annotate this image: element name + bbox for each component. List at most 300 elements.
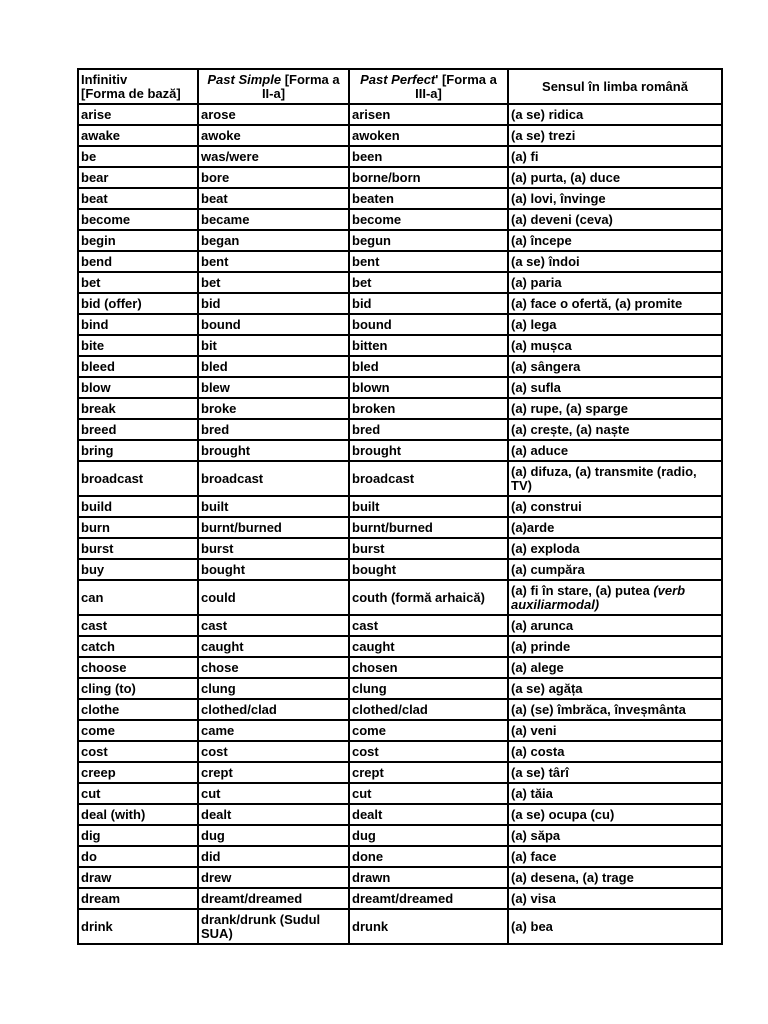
cell-past-simple [198, 559, 349, 580]
cell-past-perfect [349, 825, 508, 846]
cell-past-simple [198, 762, 349, 783]
cell-infinitive [78, 517, 198, 538]
cell-romanian-meaning [508, 209, 722, 230]
cell-past-perfect-text: dug [352, 827, 376, 843]
cell-past-simple-text: could [201, 589, 236, 605]
cell-past-simple [198, 804, 349, 825]
table-row [78, 356, 722, 377]
cell-infinitive-text: become [81, 211, 131, 227]
table-row [78, 293, 722, 314]
cell-past-simple [198, 104, 349, 125]
cell-past-perfect [349, 419, 508, 440]
cell-romanian-meaning [508, 699, 722, 720]
cell-past-simple-text: bet [201, 274, 221, 290]
cell-past-simple [198, 230, 349, 251]
cell-infinitive [78, 538, 198, 559]
cell-past-simple-text: beat [201, 190, 228, 206]
table-header [78, 69, 722, 104]
cell-past-simple-text: chose [201, 659, 239, 675]
cell-romanian-meaning [508, 461, 722, 496]
cell-past-simple-text: crept [201, 764, 233, 780]
cell-infinitive [78, 251, 198, 272]
table-row [78, 461, 722, 496]
table-row [78, 867, 722, 888]
cell-infinitive-text: bet [81, 274, 101, 290]
cell-infinitive [78, 825, 198, 846]
cell-infinitive-text: can [81, 589, 104, 605]
table-row [78, 398, 722, 419]
cell-past-simple-text: bid [201, 295, 221, 311]
header-past-simple-rest: [Forma a II-a] [261, 71, 340, 101]
cell-infinitive [78, 636, 198, 657]
cell-past-simple [198, 678, 349, 699]
cell-infinitive-text: dream [81, 890, 121, 906]
cell-past-perfect [349, 125, 508, 146]
cell-past-perfect-text: come [352, 722, 386, 738]
cell-infinitive [78, 398, 198, 419]
cell-romanian-meaning [508, 888, 722, 909]
cell-past-simple-text: broke [201, 400, 237, 416]
cell-past-perfect [349, 356, 508, 377]
table-row [78, 699, 722, 720]
cell-romanian-meaning-text: (a) sângera [511, 358, 581, 374]
cell-past-simple [198, 335, 349, 356]
cell-past-perfect-text: chosen [352, 659, 398, 675]
cell-past-simple-text: built [201, 498, 229, 514]
cell-past-perfect [349, 804, 508, 825]
cell-infinitive-text: draw [81, 869, 112, 885]
cell-past-perfect-text: bled [352, 358, 379, 374]
cell-past-perfect-text: bred [352, 421, 381, 437]
cell-past-perfect [349, 678, 508, 699]
cell-past-perfect-text: burst [352, 540, 385, 556]
table-row [78, 580, 722, 615]
cell-infinitive [78, 741, 198, 762]
cell-past-perfect-text: burnt/burned [352, 519, 433, 535]
cell-romanian-meaning-text: (a) arunca [511, 617, 574, 633]
cell-past-perfect [349, 741, 508, 762]
cell-infinitive [78, 440, 198, 461]
cell-past-perfect [349, 335, 508, 356]
cell-past-perfect [349, 272, 508, 293]
cell-infinitive [78, 699, 198, 720]
cell-romanian-meaning-text: (a) difuza, (a) transmite (radio, TV) [511, 463, 697, 493]
cell-infinitive-text: beat [81, 190, 108, 206]
table-row [78, 496, 722, 517]
cell-infinitive [78, 335, 198, 356]
cell-infinitive-text: be [81, 148, 97, 164]
cell-infinitive [78, 846, 198, 867]
cell-infinitive [78, 209, 198, 230]
cell-infinitive [78, 615, 198, 636]
cell-past-perfect [349, 538, 508, 559]
cell-infinitive [78, 496, 198, 517]
header-romanian-meaning: Sensul în limba română [508, 69, 722, 104]
cell-past-perfect-text: caught [352, 638, 395, 654]
cell-past-simple [198, 293, 349, 314]
table-row [78, 125, 722, 146]
cell-romanian-meaning-text: (a se) târî [511, 764, 569, 780]
cell-past-perfect [349, 251, 508, 272]
cell-romanian-meaning-text: (a) bea [511, 918, 553, 934]
cell-past-simple [198, 867, 349, 888]
cell-past-perfect-text: bitten [352, 337, 388, 353]
table-row [78, 419, 722, 440]
cell-romanian-meaning-text: (a) aduce [511, 442, 569, 458]
header-past-perfect-rest: ' [Forma a III-a] [415, 71, 497, 101]
cell-past-simple [198, 188, 349, 209]
cell-romanian-meaning-text: (a) săpa [511, 827, 561, 843]
cell-infinitive-text: begin [81, 232, 116, 248]
cell-past-perfect-text: drawn [352, 869, 391, 885]
cell-romanian-meaning [508, 636, 722, 657]
cell-infinitive [78, 293, 198, 314]
cell-past-simple-text: bent [201, 253, 229, 269]
cell-past-perfect-text: cast [352, 617, 379, 633]
cell-romanian-meaning-text: (a se) îndoi [511, 253, 580, 269]
cell-romanian-meaning-text: (a) crește, (a) naște [511, 421, 630, 437]
header-past-simple [198, 69, 349, 104]
cell-past-perfect [349, 440, 508, 461]
cell-infinitive-text: catch [81, 638, 115, 654]
cell-romanian-meaning [508, 846, 722, 867]
cell-romanian-meaning-text: (a) fi [511, 148, 539, 164]
cell-past-perfect [349, 146, 508, 167]
cell-infinitive-text: dig [81, 827, 101, 843]
cell-romanian-meaning [508, 909, 722, 944]
cell-romanian-meaning [508, 678, 722, 699]
cell-past-perfect [349, 559, 508, 580]
cell-romanian-meaning-text: (a) rupe, (a) sparge [511, 400, 629, 416]
cell-romanian-meaning [508, 657, 722, 678]
cell-romanian-meaning-text: (a se) ridica [511, 106, 584, 122]
cell-past-simple-text: cast [201, 617, 228, 633]
cell-romanian-meaning [508, 293, 722, 314]
table-row [78, 104, 722, 125]
cell-past-simple-text: brought [201, 442, 251, 458]
cell-past-simple-text: cut [201, 785, 221, 801]
cell-infinitive-text: drink [81, 918, 113, 934]
table-row [78, 377, 722, 398]
header-row [78, 69, 722, 104]
cell-infinitive [78, 125, 198, 146]
table-row [78, 167, 722, 188]
cell-past-simple-text: dealt [201, 806, 232, 822]
cell-infinitive-text: bid (offer) [81, 295, 142, 311]
cell-infinitive-text: buy [81, 561, 105, 577]
cell-past-simple [198, 741, 349, 762]
cell-infinitive-text: creep [81, 764, 116, 780]
cell-past-perfect [349, 496, 508, 517]
cell-past-perfect [349, 209, 508, 230]
cell-past-simple [198, 699, 349, 720]
cell-past-perfect-text: done [352, 848, 384, 864]
cell-past-perfect-text: brought [352, 442, 402, 458]
cell-past-simple [198, 356, 349, 377]
cell-past-perfect-text: crept [352, 764, 384, 780]
table-row [78, 636, 722, 657]
cell-past-simple-text: bought [201, 561, 246, 577]
cell-past-perfect-text: beaten [352, 190, 394, 206]
cell-past-perfect [349, 517, 508, 538]
cell-past-perfect [349, 720, 508, 741]
cell-past-perfect [349, 888, 508, 909]
table-row [78, 762, 722, 783]
cell-infinitive-text: bring [81, 442, 114, 458]
cell-past-perfect-text: dreamt/dreamed [352, 890, 454, 906]
cell-past-simple [198, 440, 349, 461]
table-row [78, 209, 722, 230]
cell-past-perfect-text: bent [352, 253, 380, 269]
cell-romanian-meaning [508, 720, 722, 741]
cell-past-simple-text: burst [201, 540, 234, 556]
cell-past-perfect [349, 699, 508, 720]
cell-past-perfect [349, 230, 508, 251]
cell-infinitive [78, 909, 198, 944]
cell-past-simple-text: burnt/burned [201, 519, 282, 535]
cell-infinitive [78, 678, 198, 699]
cell-past-simple [198, 272, 349, 293]
cell-past-perfect-text: cost [352, 743, 379, 759]
table-row [78, 538, 722, 559]
cell-past-simple [198, 314, 349, 335]
cell-infinitive [78, 867, 198, 888]
cell-romanian-meaning [508, 559, 722, 580]
table-row [78, 188, 722, 209]
cell-infinitive [78, 377, 198, 398]
table-row [78, 251, 722, 272]
cell-infinitive-text: blow [81, 379, 111, 395]
cell-romanian-meaning-note: (verb auxiliarmodal) [511, 582, 686, 612]
cell-infinitive-text: awake [81, 127, 121, 143]
cell-past-simple-text: became [201, 211, 250, 227]
cell-romanian-meaning-text: (a) costa [511, 743, 565, 759]
cell-romanian-meaning-text: (a) alege [511, 659, 564, 675]
cell-infinitive-text: come [81, 722, 115, 738]
cell-past-perfect-text: borne/born [352, 169, 421, 185]
cell-infinitive-text: bleed [81, 358, 115, 374]
cell-romanian-meaning-text: (a) veni [511, 722, 557, 738]
cell-past-simple-text: bled [201, 358, 228, 374]
cell-past-perfect-text: awoken [352, 127, 400, 143]
table-row [78, 678, 722, 699]
cell-infinitive-text: deal (with) [81, 806, 146, 822]
header-past-perfect-italic: Past Perfect [360, 71, 436, 87]
cell-romanian-meaning [508, 251, 722, 272]
cell-romanian-meaning-text: (a) începe [511, 232, 572, 248]
cell-romanian-meaning [508, 146, 722, 167]
cell-romanian-meaning [508, 517, 722, 538]
cell-romanian-meaning-text: (a) visa [511, 890, 556, 906]
cell-infinitive [78, 559, 198, 580]
cell-past-simple-text: awoke [201, 127, 241, 143]
cell-past-simple [198, 783, 349, 804]
cell-past-simple [198, 251, 349, 272]
cell-romanian-meaning [508, 762, 722, 783]
cell-past-simple-text: bound [201, 316, 241, 332]
cell-past-simple-text: bore [201, 169, 230, 185]
cell-past-simple-text: drank/drunk (Sudul SUA) [201, 911, 321, 941]
cell-infinitive-text: bite [81, 337, 105, 353]
cell-past-perfect [349, 636, 508, 657]
cell-romanian-meaning [508, 230, 722, 251]
cell-infinitive [78, 461, 198, 496]
cell-romanian-meaning [508, 783, 722, 804]
cell-romanian-meaning [508, 440, 722, 461]
table-row [78, 615, 722, 636]
header-past-simple-italic: Past Simple [207, 71, 282, 87]
cell-past-perfect [349, 314, 508, 335]
cell-infinitive-text: cast [81, 617, 108, 633]
cell-romanian-meaning [508, 538, 722, 559]
cell-past-simple [198, 636, 349, 657]
cell-past-simple [198, 167, 349, 188]
cell-romanian-meaning-text: (a) lega [511, 316, 557, 332]
cell-romanian-meaning [508, 867, 722, 888]
table-row [78, 720, 722, 741]
cell-past-perfect-text: begun [352, 232, 391, 248]
cell-romanian-meaning-text: (a se) trezi [511, 127, 576, 143]
cell-past-simple [198, 909, 349, 944]
cell-romanian-meaning-text: (a) lovi, învinge [511, 190, 606, 206]
cell-infinitive-text: clothe [81, 701, 120, 717]
cell-romanian-meaning [508, 377, 722, 398]
cell-past-simple-text: did [201, 848, 221, 864]
cell-past-simple [198, 657, 349, 678]
cell-romanian-meaning-text: (a) purta, (a) duce [511, 169, 621, 185]
table-row [78, 804, 722, 825]
cell-past-simple-text: clung [201, 680, 236, 696]
cell-infinitive-text: build [81, 498, 113, 514]
table-row [78, 909, 722, 944]
cell-past-perfect-text: broadcast [352, 470, 415, 486]
cell-infinitive-text: choose [81, 659, 127, 675]
cell-past-perfect-text: drunk [352, 918, 389, 934]
cell-romanian-meaning-text: (a) prinde [511, 638, 571, 654]
cell-past-perfect [349, 867, 508, 888]
header-infinitive [78, 69, 198, 104]
cell-romanian-meaning [508, 356, 722, 377]
cell-romanian-meaning-text: (a) exploda [511, 540, 580, 556]
cell-past-perfect-text: arisen [352, 106, 391, 122]
cell-past-simple-text: began [201, 232, 240, 248]
cell-infinitive [78, 419, 198, 440]
cell-romanian-meaning [508, 167, 722, 188]
cell-past-simple [198, 419, 349, 440]
cell-past-simple [198, 125, 349, 146]
cell-romanian-meaning-text: (a) mușca [511, 337, 572, 353]
cell-past-simple [198, 461, 349, 496]
cell-past-simple-text: blew [201, 379, 230, 395]
cell-infinitive-text: cut [81, 785, 101, 801]
cell-romanian-meaning [508, 335, 722, 356]
cell-infinitive [78, 146, 198, 167]
table-body [78, 104, 722, 944]
cell-infinitive [78, 888, 198, 909]
cell-infinitive-text: cling (to) [81, 680, 136, 696]
table-row [78, 657, 722, 678]
cell-romanian-meaning [508, 272, 722, 293]
table-row [78, 846, 722, 867]
cell-past-perfect-text: bet [352, 274, 372, 290]
cell-past-simple [198, 496, 349, 517]
cell-past-simple-text: broadcast [201, 470, 264, 486]
cell-past-perfect [349, 398, 508, 419]
cell-past-perfect-text: broken [352, 400, 396, 416]
cell-infinitive [78, 356, 198, 377]
cell-past-perfect [349, 461, 508, 496]
cell-infinitive [78, 314, 198, 335]
cell-infinitive-text: cost [81, 743, 108, 759]
cell-past-perfect-text: dealt [352, 806, 383, 822]
table-row [78, 272, 722, 293]
cell-infinitive-text: break [81, 400, 116, 416]
cell-infinitive-text: burn [81, 519, 110, 535]
header-infinitive-line1: Infinitiv [81, 71, 128, 87]
cell-past-simple-text: clothed/clad [201, 701, 277, 717]
cell-past-simple [198, 209, 349, 230]
cell-romanian-meaning [508, 419, 722, 440]
cell-romanian-meaning-text: (a) construi [511, 498, 582, 514]
cell-romanian-meaning [508, 615, 722, 636]
cell-past-simple-text: dreamt/dreamed [201, 890, 303, 906]
cell-romanian-meaning-text: (a) deveni (ceva) [511, 211, 613, 227]
cell-romanian-meaning-text: (a) (se) îmbrăca, înveșmânta [511, 701, 686, 717]
cell-romanian-meaning-text: (a se) agăța [511, 680, 583, 696]
table-row [78, 314, 722, 335]
cell-romanian-meaning-text: (a) face [511, 848, 557, 864]
cell-past-simple [198, 720, 349, 741]
table-row [78, 783, 722, 804]
header-past-perfect [349, 69, 508, 104]
cell-romanian-meaning-text: (a) tăia [511, 785, 553, 801]
cell-romanian-meaning-text: (a) face o ofertă, (a) promite [511, 295, 683, 311]
table-row [78, 825, 722, 846]
cell-infinitive [78, 657, 198, 678]
cell-infinitive [78, 104, 198, 125]
cell-infinitive [78, 762, 198, 783]
cell-past-simple-text: drew [201, 869, 232, 885]
table-row [78, 888, 722, 909]
cell-infinitive [78, 804, 198, 825]
cell-romanian-meaning [508, 314, 722, 335]
cell-infinitive-text: bind [81, 316, 109, 332]
cell-past-perfect [349, 580, 508, 615]
cell-infinitive [78, 720, 198, 741]
cell-infinitive [78, 167, 198, 188]
cell-past-simple-text: bit [201, 337, 217, 353]
cell-past-perfect [349, 377, 508, 398]
cell-romanian-meaning [508, 580, 722, 615]
cell-infinitive [78, 230, 198, 251]
table-row [78, 146, 722, 167]
cell-infinitive [78, 188, 198, 209]
table-row [78, 335, 722, 356]
cell-past-simple [198, 825, 349, 846]
cell-past-simple [198, 538, 349, 559]
cell-past-perfect-text: clung [352, 680, 387, 696]
cell-romanian-meaning-text: (a) desena, (a) trage [511, 869, 634, 885]
cell-infinitive-text: breed [81, 421, 117, 437]
cell-romanian-meaning [508, 804, 722, 825]
cell-past-simple [198, 580, 349, 615]
cell-romanian-meaning [508, 825, 722, 846]
cell-past-simple-text: bred [201, 421, 230, 437]
cell-past-perfect-text: built [352, 498, 380, 514]
table-row [78, 440, 722, 461]
cell-infinitive [78, 783, 198, 804]
cell-infinitive-text: broadcast [81, 470, 144, 486]
